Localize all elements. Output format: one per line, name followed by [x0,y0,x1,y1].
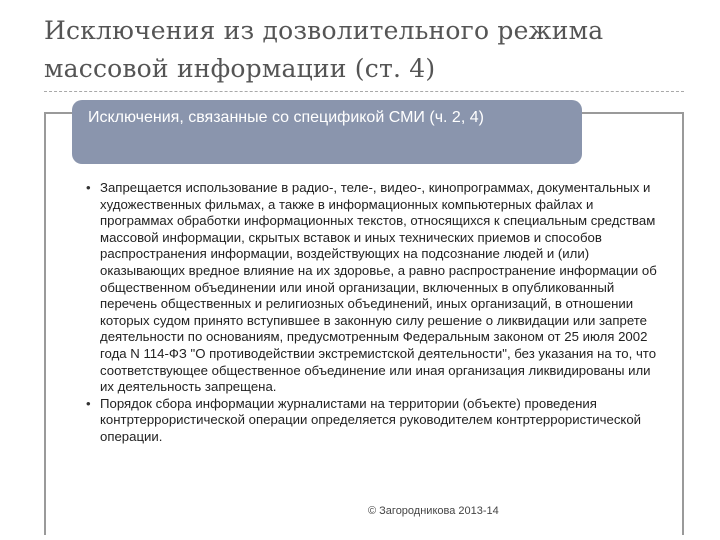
section-header-box [72,100,582,164]
bullet-item: • Запрещается использование в радио-, теле-, видео-, кинопрограммах, документальных и художественных фильмах, а также в информационных компьютерных файлах и программах обработки информационных текстов, относящихся к специальным средствам массовой информации, скрытых вставок и иных технических приемов и способов распространения информации, воздействующих на подсознание людей и (или) оказывающих вредное влияние на их здоровье, а равно распространение информации об общественном объединении или иной организации, включенных в опубликованный перечень общественных и религиозных объединений, иных организаций, в отношении которых судом принято вступившее в законную силу решение о ликвидации или запрете деятельности по основаниям, предусмотренным Федеральным законом от 25 июля 2002 года N 114-ФЗ "О противодействии экстремистской деятельности", без указания на то, что соответствующее общественное объединение или иная организация ликвидированы или их деятельность запрещена. [86,180,666,396]
title-divider [44,91,684,92]
bullet-list [86,180,666,446]
bullet-item: • Порядок сбора информации журналистами на территории (объекте) проведения контртеррористической операции определяется руководителем контртеррористической операции. [86,396,666,446]
footer-copyright: © Загородникова 2013-14 [368,505,499,517]
section-header-text: Исключения, связанные со спецификой СМИ (ч. 2, 4) [88,109,484,126]
slide-title: Исключения из дозволительного режима массовой информации (ст. 4) [44,16,604,83]
